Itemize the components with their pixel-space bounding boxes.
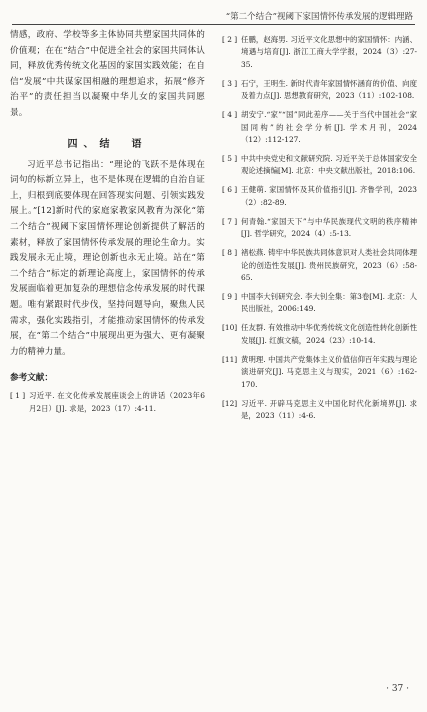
reference-item	[222, 322, 417, 347]
reference-number: [ 5 ]	[222, 154, 238, 164]
reference-text: 何青翰.“家国天下”与中华民族现代文明的秩序精神[J]. 哲学研究，2024（4）:5-13.	[241, 216, 417, 239]
reference-text: 中国李大钊研究会. 李大钊全集：第3卷[M]. 北京：人民出版社，2006:149.	[241, 292, 417, 314]
reference-text: 胡安宁.“家”“国”同此差序——关于当代中国社会“家国同构”的社会学分析[J]. 学术月刊，2024（12）:112-127.	[241, 110, 417, 145]
reference-item	[222, 34, 417, 71]
reference-number: [11]	[222, 354, 238, 364]
references-title: 参考文献：	[10, 373, 53, 384]
reference-item	[10, 390, 205, 415]
reference-item	[222, 78, 417, 103]
reference-item	[222, 247, 417, 284]
reference-item	[222, 291, 417, 316]
header-rule	[12, 24, 415, 25]
reference-number: [ 1 ]	[10, 391, 26, 401]
page-number: · 37 ·	[386, 684, 409, 694]
reference-text: 任鹏，赵海男. 习近平文化思想中的家国情怀：内涵、境遇与培育[J]. 浙江工商大学学报，2024（3）:27-35.	[241, 35, 417, 69]
reference-item	[222, 109, 417, 146]
reference-item	[222, 184, 417, 209]
reference-number: [ 2 ]	[222, 35, 238, 44]
reference-number: [ 7 ]	[222, 216, 238, 226]
reference-item	[222, 216, 417, 241]
running-header: “第二个结合”视阈下家国情怀传承发展的逻辑理路	[225, 12, 413, 22]
reference-text: 黄明理. 中国共产党集体主义价值信仰百年实践与理论演进研究[J]. 马克思主义与现实，2021（6）:162-170.	[241, 354, 417, 389]
reference-item	[222, 153, 417, 178]
section-title: 四、结 语	[67, 138, 148, 150]
reference-text: 褚松燕. 铸牢中华民族共同体意识对人类社会共同体理论的创造性发展[J]. 贵州民族研究，2023（6）:58-65.	[241, 248, 417, 283]
reference-text: 王健萌. 家国情怀及其价值指引[J]. 齐鲁学刊，2023（2）:82-89.	[241, 185, 417, 207]
reference-text: 习近平. 在文化传承发展座谈会上的讲话（2023年6月2日）[J]. 求是，2023（17）:4-11.	[29, 391, 205, 413]
conclusion-paragraph: 习近平总书记指出：“理论的飞跃不是体现在词句的标新立异上，也不是体现在逻辑的自治自证上，归根到底要体现在回答现实问题、引领实践发展上。”[12]新时代的家庭家教家风教育为深化“第二个结合”视阈下家国情怀理论创新提供了解活的素材，释放了家国情怀传承发展的理论生命力。实践发展永无止境，理论创新也永无止境。站在“第二个结合”标定的新理论高度上，家国情怀的传承发展面临着更加复杂的理想信念传承发展的时代课题。唯有紧跟时代步伐，坚持问题导向，聚焦人民需求，强化实践指引，才能推动家国情怀的传承发展，在“第二个结合”中展现出更为强大、更有凝聚力的精神力量。	[10, 159, 205, 357]
reference-number: [ 4 ]	[222, 110, 238, 120]
reference-text: 任友群. 有效推动中华优秀传统文化创造性转化创新性发展[J]. 红旗文稿，2024（23）:10-14.	[241, 323, 417, 345]
reference-text: 习近平. 开辟马克思主义中国化时代化新境界[J]. 求是，2023（11）:4-6.	[241, 398, 417, 421]
reference-item	[222, 354, 417, 391]
left-column	[10, 28, 205, 422]
right-column	[222, 34, 417, 429]
reference-number: [ 9 ]	[222, 292, 238, 302]
reference-item	[222, 398, 417, 423]
reference-number: [ 6 ]	[222, 185, 238, 195]
intro-paragraph: 情感，政府、学校等多主体协同共塑家国共同体的价值观；在在“结合”中促进全社会的家国共同体认同，释放优秀传统文化基因的家国实践效能；在自信“发展”中共谋家国相融的理想追求，拓展“修齐治平”的责任担当以凝聚中华儿女的家国共同愿景。	[10, 30, 205, 118]
reference-number: [10]	[222, 323, 238, 333]
reference-number: [12]	[222, 398, 238, 408]
reference-number: [ 3 ]	[222, 78, 238, 88]
reference-text: 石宁，王明生. 新时代青年家国情怀涵育的价值、向度及着力点[J]. 思想教育研究，2023（11）:102-108.	[241, 78, 417, 101]
reference-text: 中共中央党史和文献研究院. 习近平关于总体国家安全观论述摘编[M]. 北京：中央文献出版社，2018:106.	[241, 154, 417, 176]
reference-number: [ 8 ]	[222, 248, 238, 258]
